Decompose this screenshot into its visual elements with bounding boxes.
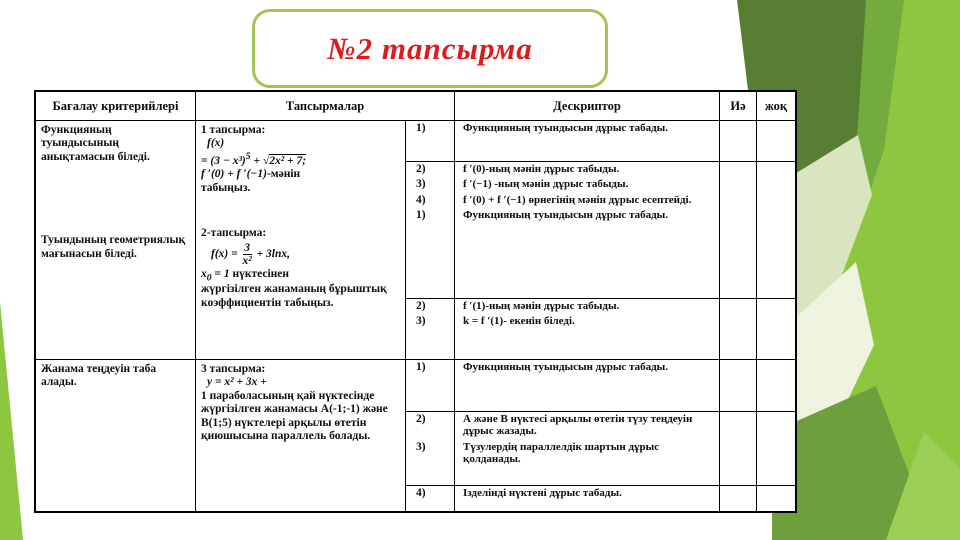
no-cell xyxy=(757,360,795,412)
slide-title: №2 тапсырма xyxy=(327,30,533,66)
descriptor-item xyxy=(406,360,719,375)
task3-question: 1 параболасының қай нүктесінде жүргізілген жанамасы A(-1;-1) және B(1;5) нүктелері арқылы өтетін қиюшысына параллель болады. xyxy=(201,389,388,443)
task2-question: жүргізілген жанаманың бұрыштық коэффициентін табыңыз. xyxy=(201,283,387,309)
descriptor-number: 3) xyxy=(416,440,426,453)
header-yes: Иә xyxy=(720,92,757,121)
descriptor-text: f ′(−1) -ның мәнін дұрыс табыды. xyxy=(463,178,629,191)
yes-cell xyxy=(720,412,757,486)
criteria-text: Туындының геометриялық мағынасын біледі. xyxy=(41,234,186,260)
descriptor-item xyxy=(406,486,719,501)
tasks-cell-1 xyxy=(196,121,406,360)
descriptor-number: 4) xyxy=(416,193,426,206)
task2-label: 2-тапсырма: xyxy=(201,227,267,240)
yes-cell xyxy=(720,299,757,360)
descriptor-text: f ′(0)-ның мәнін дұрыс табыды. xyxy=(463,163,620,175)
task1-formula-line1: f(x) xyxy=(207,137,225,150)
descriptor-band xyxy=(406,162,720,299)
descriptor-number: 1) xyxy=(416,361,426,373)
descriptor-item xyxy=(406,314,719,329)
criteria-cell-2 xyxy=(36,360,196,511)
descriptor-text: Функцияның туындысын дұрыс табады. xyxy=(463,209,669,222)
task3-formula: y = x² + 3x + xyxy=(207,376,267,389)
descriptor-text: f ′(1)-ның мәнін дұрыс табыды. xyxy=(463,300,620,312)
descriptor-band xyxy=(406,360,720,412)
descriptor-number: 2) xyxy=(416,300,426,312)
descriptor-item xyxy=(406,208,719,223)
no-cell xyxy=(757,412,795,486)
task2-formula: f(x) = $\frac{3}{\text{x²}}$ + 3lnx, xyxy=(211,241,291,267)
no-cell xyxy=(757,486,795,511)
descriptor-text: Функцияның туындысын дұрыс табады. xyxy=(463,361,669,373)
task1-formula-line2: = $(3 - x^3)^5 + √2x^2 + 7$; xyxy=(201,150,307,167)
descriptor-item xyxy=(406,177,719,192)
descriptor-text: Ізделінді нүктені дұрыс табады. xyxy=(463,487,622,499)
descriptor-item xyxy=(406,193,719,208)
descriptor-number: 3) xyxy=(416,315,426,328)
descriptor-band xyxy=(406,299,720,360)
header-tasks: Тапсырмалар xyxy=(196,92,455,121)
descriptor-band xyxy=(406,412,720,486)
criteria-cell-1 xyxy=(36,121,196,360)
descriptor-number: 1) xyxy=(416,122,426,134)
no-cell xyxy=(757,299,795,360)
descriptor-item xyxy=(406,412,719,440)
task1-question: f ′(0) + f ′(−1)-мәнін xyxy=(201,168,301,181)
descriptor-number: 2) xyxy=(416,163,426,175)
descriptor-text: А және В нүктесі арқылы өтетін түзу теңдеуін дұрыс жазады. xyxy=(463,413,693,438)
yes-cell xyxy=(720,360,757,412)
descriptor-number: 4) xyxy=(416,487,426,499)
descriptor-band xyxy=(406,486,720,511)
assessment-table xyxy=(34,90,797,513)
no-cell xyxy=(757,121,795,162)
descriptor-number: 3) xyxy=(416,178,426,191)
descriptor-item xyxy=(406,440,719,468)
header-no: жоқ xyxy=(757,92,795,121)
descriptor-item xyxy=(406,121,719,136)
title-box xyxy=(252,9,608,88)
task1-label: 1 тапсырма: xyxy=(201,124,266,136)
task2-point-line: $x_0 = 1$ нүктесінен xyxy=(201,267,290,283)
descriptor-item xyxy=(406,162,719,177)
task3-label: 3 тапсырма: xyxy=(201,363,266,375)
yes-cell xyxy=(720,486,757,511)
descriptor-item xyxy=(406,299,719,314)
criteria-text: Жанама теңдеуін таба алады. xyxy=(41,363,157,389)
descriptor-text: Функцияның туындысын дұрыс табады. xyxy=(463,122,669,134)
descriptor-number: 2) xyxy=(416,413,426,425)
task2-block xyxy=(201,227,400,310)
descriptor-text: Түзулердің параллелдік шартын дұрыс қолданады. xyxy=(463,440,660,466)
header-descriptor: Дескриптор xyxy=(455,92,720,121)
descriptor-band xyxy=(406,121,720,162)
no-cell xyxy=(757,162,795,299)
descriptor-number: 1) xyxy=(416,209,426,222)
yes-cell xyxy=(720,162,757,299)
task1-question-2: табыңыз. xyxy=(201,181,251,194)
descriptor-text: k = f ′(1)- екенін біледі. xyxy=(463,315,575,328)
yes-cell xyxy=(720,121,757,162)
criteria-text: Функцияның туындысының анықтамасын біледі. xyxy=(41,124,150,163)
header-criteria: Бағалау критерийлері xyxy=(36,92,196,121)
descriptor-text: f ′(0) + f ′(−1) өрнегінің мәнін дұрыс есептейді. xyxy=(463,193,692,206)
tasks-cell-2 xyxy=(196,360,406,511)
